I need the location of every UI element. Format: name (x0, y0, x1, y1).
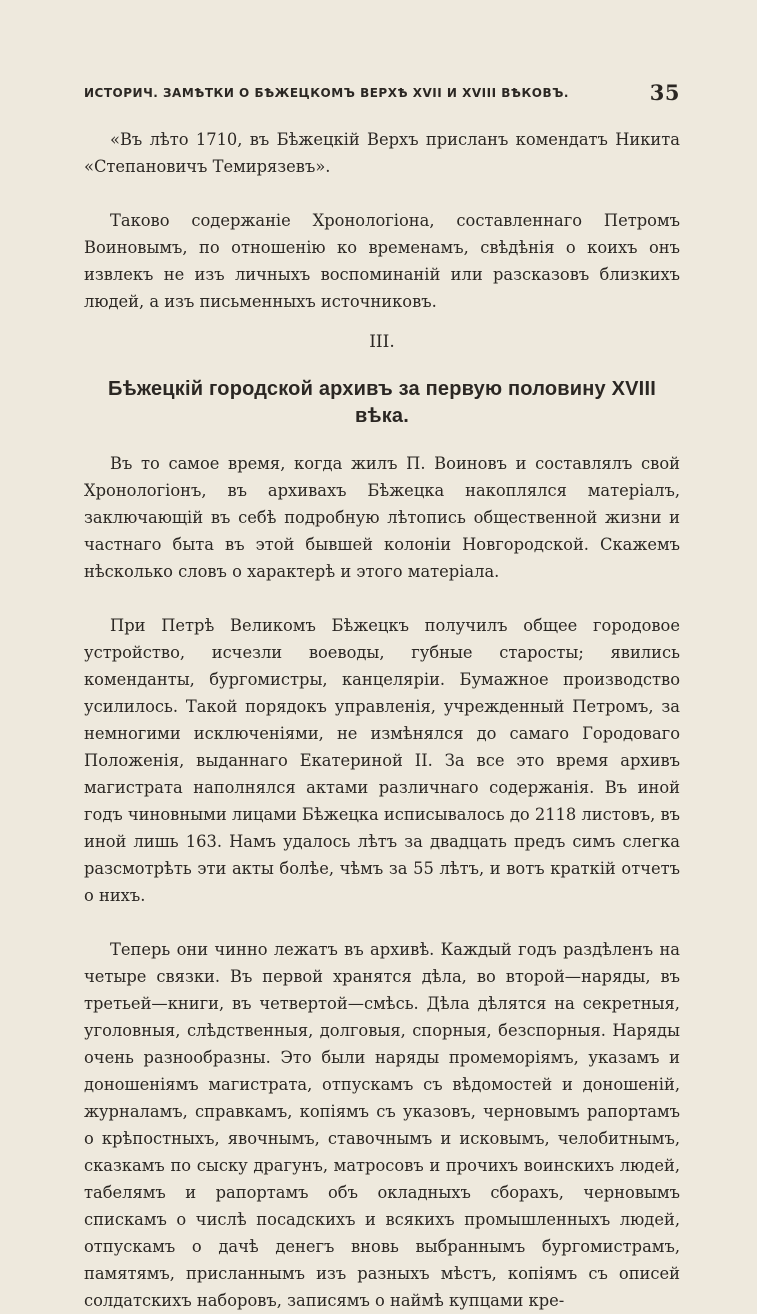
running-title: ИСТОРИЧ. ЗАМѢТКИ О БѢЖЕЦКОМЪ ВЕРХѢ XVII И XVIII ВѢКОВЪ. (84, 86, 569, 100)
page-number: 35 (649, 80, 680, 105)
page-body (84, 126, 680, 1314)
paragraph-chronology-summary: Таково содержаніе Хронологіона, составленнаго Петромъ Воиновымъ, по отношенію ко временамъ, свѣдѣнія о коихъ онъ извлекъ не изъ личныхъ воспоминаній или разсказовъ близкихъ людей, а изъ письменныхъ источниковъ. (84, 211, 680, 311)
paragraph-quote-end: «Въ лѣто 1710, въ Бѣжецкій Верхъ присланъ комендатъ Никита «Степановичъ Темирязевъ». (84, 130, 680, 176)
paragraph-archive-contents: Теперь они чинно лежатъ въ архивѣ. Каждый годъ раздѣленъ на четыре связки. Въ первой хранятся дѣла, во второй—наряды, въ третьей—книги, въ четвертой—смѣсь. Дѣла дѣлятся на секретныя, уголовныя, слѣдственныя, долговыя, спорныя, безспорныя. Наряды очень разнообразны. Это были наряды промеморіямъ, указамъ и доношеніямъ магистрата, отпускамъ съ вѣдомостей и доношеній, журналамъ, справкамъ, копіямъ съ указовъ, черновымъ рапортамъ о крѣпостныхъ, явочнымъ, ставочнымъ и исковымъ, челобитнымъ, сказкамъ по сыску драгунъ, матросовъ и прочихъ воинскихъ людей, табелямъ и рапортамъ объ окладныхъ сборахъ, черновымъ спискамъ о числѣ посадскихъ и всякихъ промышленныхъ людей, отпускамъ о дачѣ денегъ вновь выбраннымъ бургомистрамъ, памятямъ, присланнымъ изъ разныхъ мѣстъ, копіямъ съ описей солдатскихъ наборовъ, записямъ о наймѣ купцами кре- (84, 940, 680, 1310)
section-number: III. (369, 332, 395, 352)
section-title: Бѣжецкій городской архивъ за первую половину XVIII вѣка. (108, 378, 656, 427)
running-header (84, 80, 680, 108)
paragraph-peter-the-great: При Петрѣ Великомъ Бѣжецкъ получилъ общее городовое устройство, исчезли воеводы, губные старосты; явились коменданты, бургомистры, канцеляріи. Бумажное производство усилилось. Такой порядокъ управленія, учрежденный Петромъ, за немногими исключеніями, не измѣнялся до самаго Городоваго Положенія, выданнаго Екатериной II. За все это время архивъ магистрата наполнялся актами различнаго содержанія. Въ иной годъ чиновными лицами Бѣжецка исписывалось до 2118 листовъ, въ иной лишь 163. Намъ удалось лѣтъ за двадцать предъ симъ слегка разсмотрѣть эти акты болѣе, чѣмъ за 55 лѣтъ, и вотъ краткій отчетъ о нихъ. (84, 616, 680, 905)
paragraph-archive-intro: Въ то самое время, когда жилъ П. Воиновъ и составлялъ свой Хронологіонъ, въ архивахъ Бѣжецка накоплялся матеріалъ, заключающій въ себѣ подробную лѣтопись общественной жизни и частнаго быта въ этой бывшей колоніи Новгородской. Скажемъ нѣсколько словъ о характерѣ и этого матеріала. (84, 454, 680, 581)
